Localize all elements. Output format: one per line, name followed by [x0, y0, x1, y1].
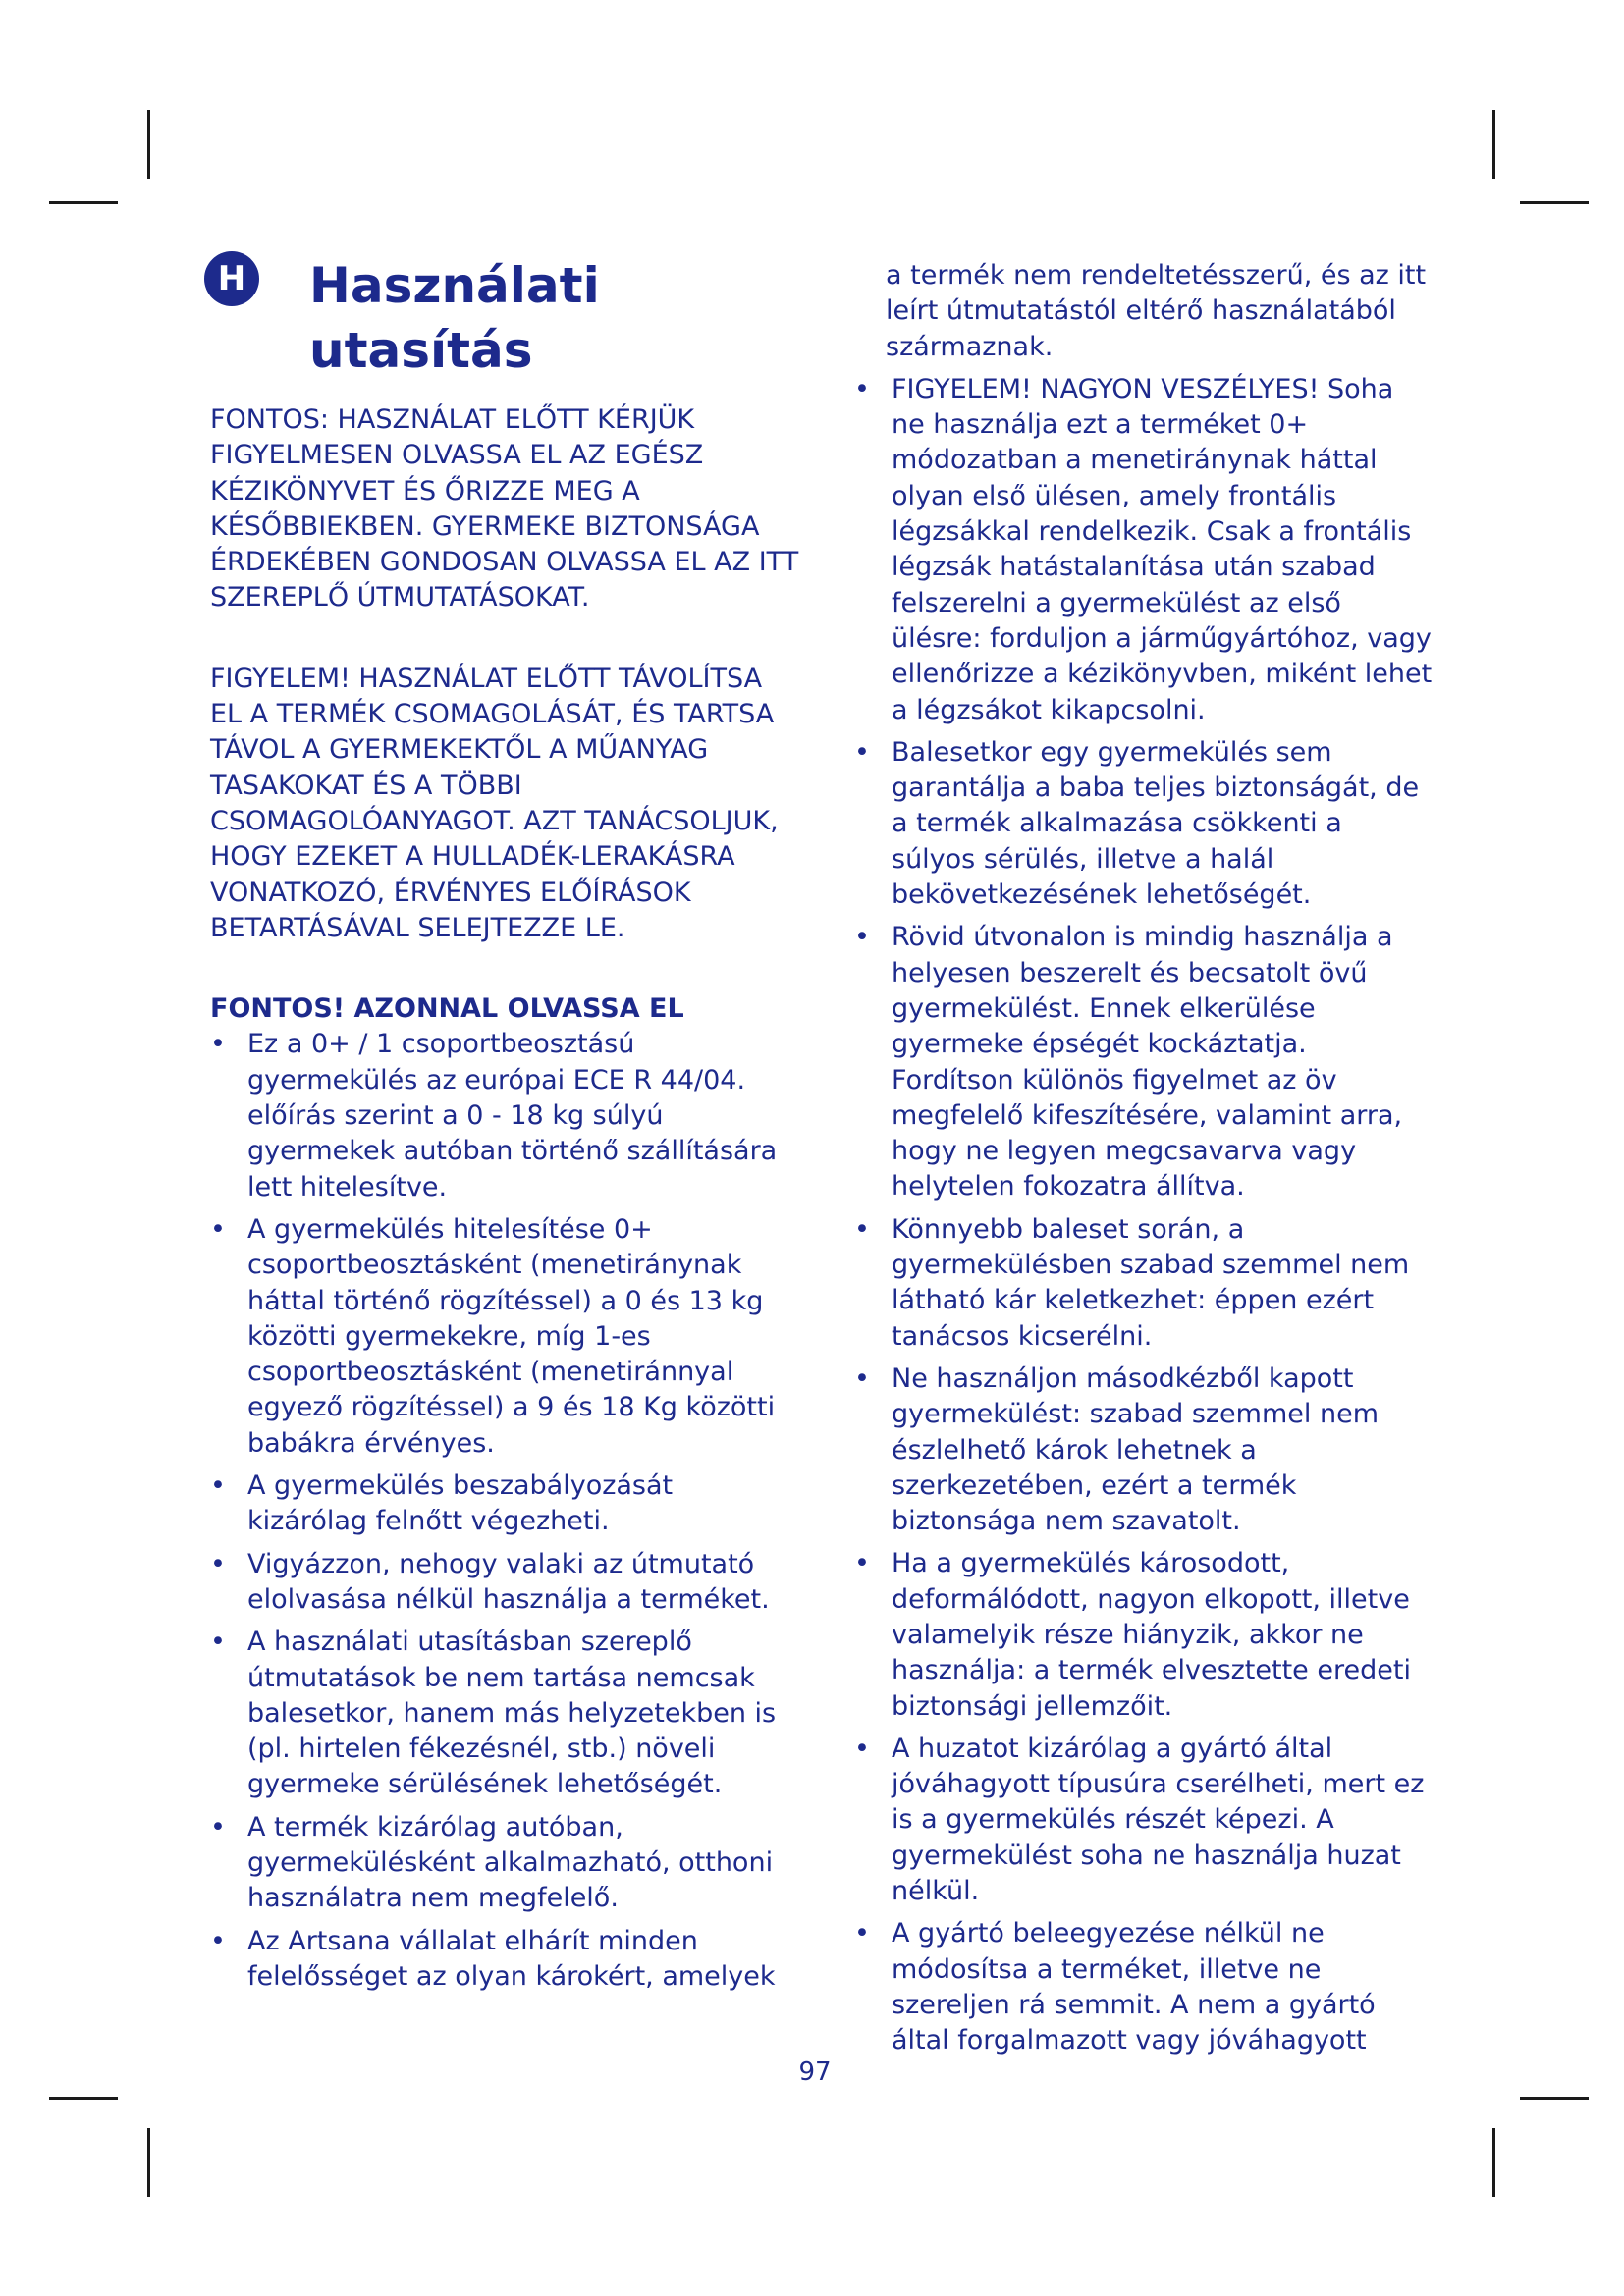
important-notice: FONTOS: HASZNÁLAT ELŐTT KÉRJÜK FIGYELMESEN OLVASSA EL AZ EGÉSZ KÉZIKÖNYVET ÉS ŐRIZZE MEG A KÉSŐBBIEKBEN. GYERMEKE BIZTONSÁGA ÉRDEKÉBEN GONDOSAN OLVASSA EL AZ ITT SZEREPLŐ ÚTMUTATÁSOKAT.: [210, 404, 799, 614]
list-item: • A termék kizárólag autóban, gyermekülésként alkalmazható, otthoni használatra nem megfelelő.: [210, 1810, 799, 1917]
list-item: • Könnyebb baleset során, a gyermekülésben szabad szemmel nem látható kár keletkezhet: éppen ezért tanácsos kicserélni.: [854, 1212, 1434, 1355]
right-bullet-list: [854, 258, 1434, 2059]
crop-mark-bottom-right-horizontal: [1520, 2097, 1589, 2100]
list-item: • Balesetkor egy gyermekülés sem garantálja a baba teljes biztonságát, de a termék alkalmazása csökkenti a súlyos sérülés, illetve a halál bekövetkezésének lehetőségét.: [854, 735, 1434, 913]
list-item: • A gyermekülés hitelesítése 0+ csoportbeosztásként (menetiránynak háttal történő rögzítéssel) a 0 és 13 kg közötti gyermekekre, míg 1-es csoportbeosztásként (menetiránnyal egyező rögzítéssel) a 9 és 18 Kg közötti babákra érvényes.: [210, 1212, 799, 1462]
crop-mark-bottom-left-horizontal: [49, 2097, 118, 2100]
list-item: • FIGYELEM! NAGYON VESZÉLYES! Soha ne használja ezt a terméket 0+ módozatban a menetiránynak háttal olyan első ülésen, amely frontális légzsákkal rendelkezik. Csak a frontális légzsák hatástalanítása után szabad felszerelni a gyermekülést az első ülésre: forduljon a járműgyártóhoz, vagy ellenőrizze a kézikönyvben, miként lehet a légzsákot kikapcsolni.: [854, 372, 1434, 728]
left-column: [210, 402, 799, 2002]
list-item: • Rövid útvonalon is mindig használja a helyesen beszerelt és becsatolt övű gyermekülést. Ennek elkerülése gyermeke épségét kockáztatja. Fordítson különös figyelmet az öv megfelelő kifeszítésére, valamint arra, hogy ne legyen megcsavarva vagy helytelen fokozatra állítva.: [854, 920, 1434, 1204]
page-title-line-2: utasítás: [309, 322, 533, 379]
crop-mark-top-left-horizontal: [49, 201, 118, 204]
warning-notice: FIGYELEM! HASZNÁLAT ELŐTT TÁVOLÍTSA EL A TERMÉK CSOMAGOLÁSÁT, ÉS TARTSA TÁVOL A GYERMEKEKTŐL A MŰANYAG TASAKOKAT ÉS A TÖBBI CSOMAGOLÓANYAGOT. AZT TANÁCSOLJUK, HOGY EZEKET A HULLADÉK-LERAKÁSRA VONATKOZÓ, ÉRVÉNYES ELŐÍRÁSOK BETARTÁSÁVAL SELEJTEZZE LE.: [210, 663, 779, 943]
list-item: • A gyermekülés beszabályozását kizárólag felnőtt végezheti.: [210, 1468, 799, 1540]
crop-mark-bottom-left-vertical: [147, 2128, 150, 2197]
continuation-text: a termék nem rendeltetésszerű, és az itt leírt útmutatástól eltérő használatából származnak.: [886, 260, 1427, 362]
crop-mark-bottom-right-vertical: [1492, 2128, 1495, 2197]
crop-mark-top-right-horizontal: [1520, 201, 1589, 204]
left-bullet-list: [210, 1027, 799, 1995]
list-item: • Ne használjon másodkézből kapott gyermekülést: szabad szemmel nem észlelhető károk lehetnek a szerkezetében, ezért a termék biztonsága nem szavatolt.: [854, 1362, 1434, 1539]
page-number: 97: [798, 2057, 832, 2087]
crop-mark-top-left-vertical: [147, 110, 150, 179]
language-badge: H: [204, 251, 259, 306]
list-item: • Vigyázzon, nehogy valaki az útmutató elolvasása nélkül használja a terméket.: [210, 1547, 799, 1619]
list-item: • A gyártó beleegyezése nélkül ne módosítsa a terméket, illetve ne szereljen rá semmit. A nem a gyártó által forgalmazott vagy jóváhagyott: [854, 1916, 1434, 2058]
crop-mark-top-right-vertical: [1492, 110, 1495, 179]
list-item: • Ez a 0+ / 1 csoportbeosztású gyermekülés az európai ECE R 44/04. előírás szerint a 0 - 18 kg súlyú gyermekek autóban történő szállítására lett hitelesítve.: [210, 1027, 799, 1204]
page-title-line-1: Használati: [309, 257, 600, 314]
subheading: FONTOS! AZONNAL OLVASSA EL: [210, 993, 684, 1025]
list-item: • A huzatot kizárólag a gyártó által jóváhagyott típusúra cserélheti, mert ez is a gyermekülés részét képezi. A gyermekülést soha ne használja huzat nélkül.: [854, 1732, 1434, 1909]
list-item: • Ha a gyermekülés károsodott, deformálódott, nagyon elkopott, illetve valamelyik része hiányzik, akkor ne használja: a termék elvesztette eredeti biztonsági jellemzőit.: [854, 1546, 1434, 1724]
list-item: • A használati utasításban szereplő útmutatások be nem tartása nemcsak balesetkor, hanem más helyzetekben is (pl. hirtelen fékezésnél, stb.) növeli gyermeke sérülésének lehetőségét.: [210, 1625, 799, 1802]
page-title: [309, 253, 800, 383]
right-column: [854, 258, 1434, 2066]
list-item: • Az Artsana vállalat elhárít minden felelősséget az olyan károkért, amelyek: [210, 1924, 799, 1996]
